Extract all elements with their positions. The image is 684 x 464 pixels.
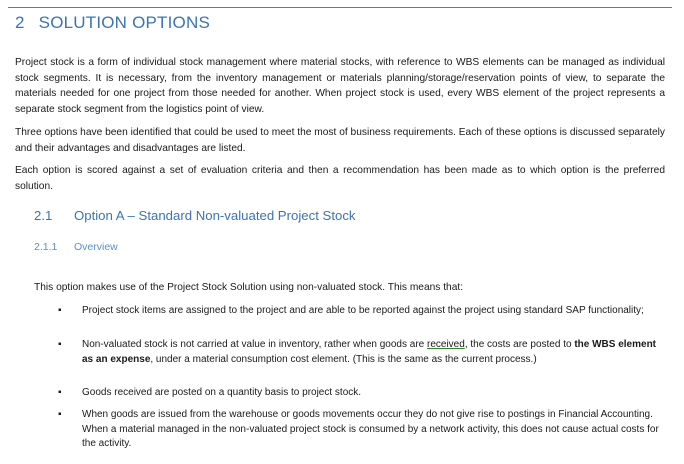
- paragraph-project-stock: Project stock is a form of individual stock management where material stocks, with reference to WBS elements can be managed as individual stock segments. It is necessary, from the inventory management or materials planning/storage/reservation points of view, to separate the materials needed for one project from those needed for another. When project stock is used, every WBS element of the project represents a separate stock segment from the logistics point of view.: [15, 57, 665, 115]
- bullet-text: Non-valuated stock is not carried at value in inventory, rather when goods are received, the costs are posted to the WBS element as an expense, under a material consumption cost element. (This is the same as the current process.): [82, 339, 657, 365]
- bullet-marker: ▪: [58, 387, 62, 398]
- header-rule: [8, 7, 672, 8]
- sub-subsection-number: 2.1.1: [34, 241, 58, 253]
- paragraph-three-options: Three options have been identified that could be used to meet the most of business requirements. Each of these options is discussed separately and their advantages and disadvantages are listed.: [15, 127, 665, 154]
- section-title: SOLUTION OPTIONS: [38, 13, 210, 32]
- sub-subsection-heading: [34, 241, 118, 253]
- subsection-number: 2.1: [34, 208, 53, 223]
- underlined-word: received: [427, 339, 465, 350]
- bullet-text: When goods are issued from the warehouse or goods movements occur they do not give rise to postings in Financial Accounting. When a material managed in the non-valuated project stock is consumed by a network activity, this does not cause actual costs for the activity.: [82, 409, 659, 449]
- bold-phrase: the WBS element as an expense: [82, 339, 657, 365]
- paragraph-scoring: Each option is scored against a set of evaluation criteria and then a recommendation has been made as to which option is the preferred solution.: [15, 165, 665, 192]
- bullet-marker: ▪: [58, 305, 62, 316]
- bullet-text: Project stock items are assigned to the project and are able to be reported against the project using standard SAP functionality;: [82, 305, 644, 316]
- subsection-heading: [34, 208, 356, 223]
- section-heading: [15, 13, 210, 33]
- subsection-title: Option A – Standard Non-valuated Project Stock: [74, 208, 356, 223]
- overview-intro: This option makes use of the Project Stock Solution using non-valuated stock. This means that:: [34, 282, 464, 293]
- sub-subsection-title: Overview: [74, 241, 118, 253]
- bullet-text: Goods received are posted on a quantity basis to project stock.: [82, 387, 362, 398]
- bullet-marker: ▪: [58, 339, 62, 350]
- bullet-marker: ▪: [58, 409, 62, 420]
- section-number: 2: [15, 13, 25, 32]
